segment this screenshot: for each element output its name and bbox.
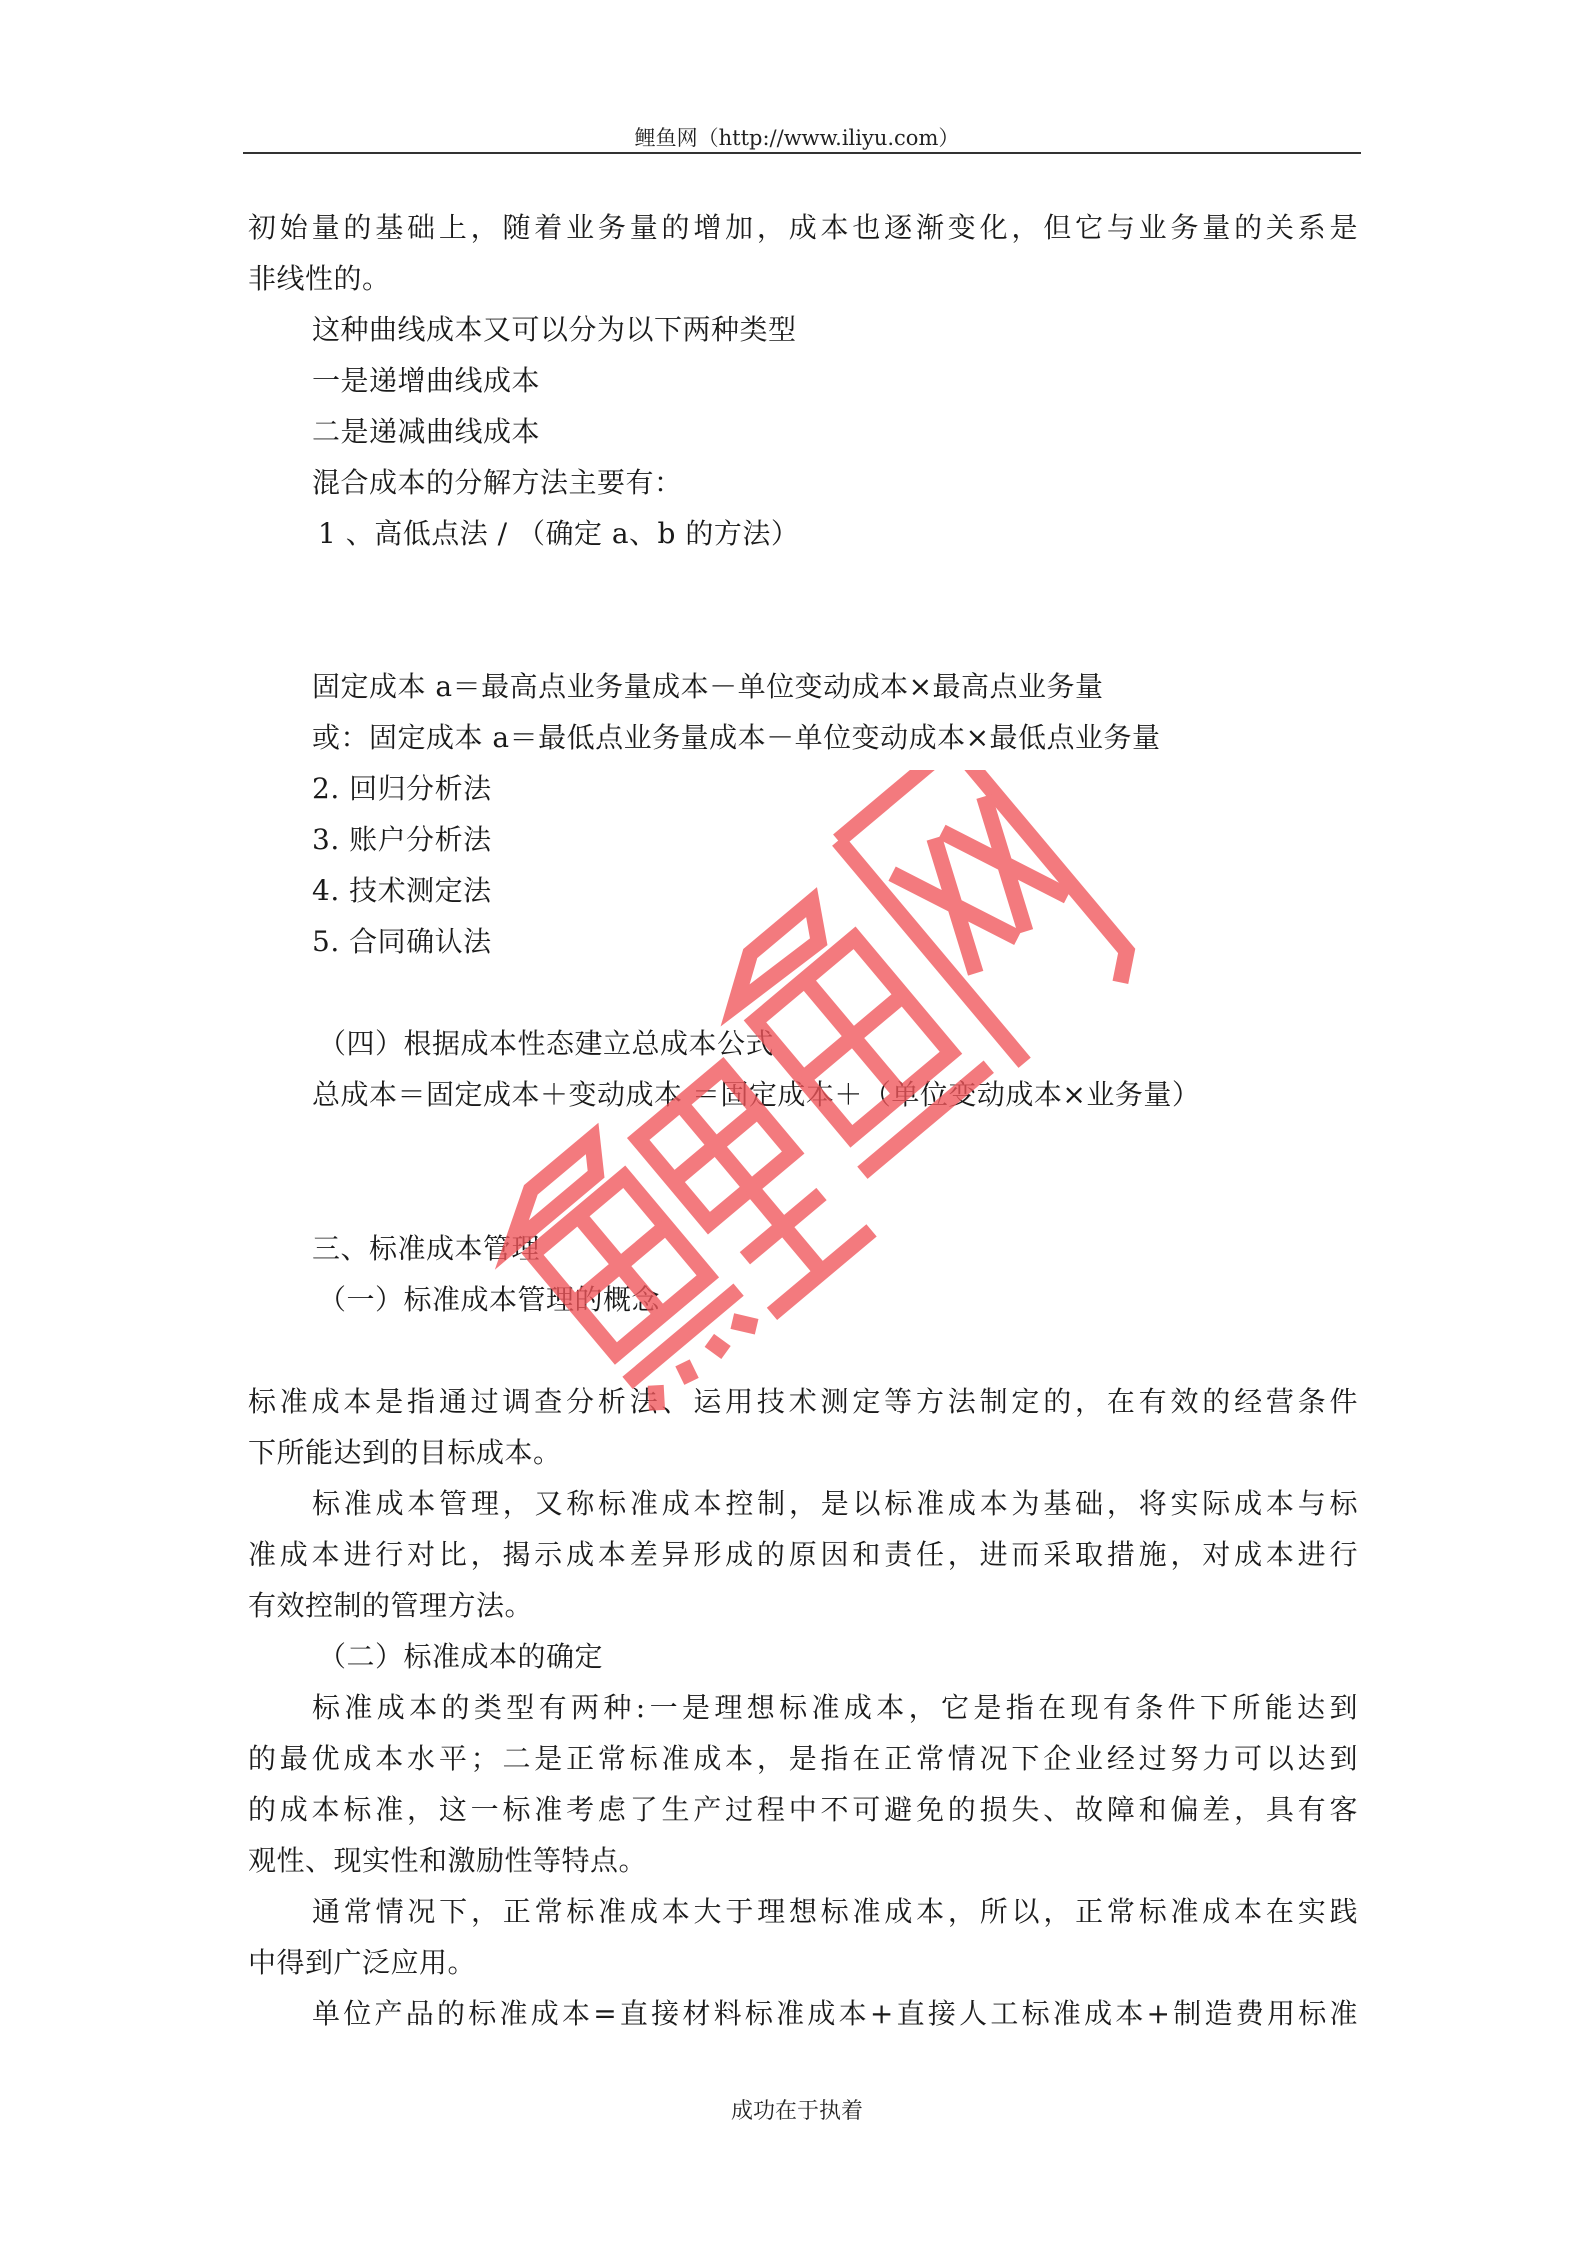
- paragraph-line: 单位产品的标准成本=直接材料标准成本+直接人工标准成本+制造费用标准: [312, 1997, 1358, 2030]
- list-item: 2. 回归分析法: [312, 772, 492, 805]
- formula-line: 总成本＝固定成本＋变动成本 ＝固定成本＋（单位变动成本×业务量）: [312, 1078, 1201, 1111]
- paragraph-line: 混合成本的分解方法主要有：: [312, 466, 683, 499]
- page-header: 鲤鱼网（http://www.iliyu.com）: [634, 126, 960, 150]
- paragraph-line: 的成本标准，这一标准考虑了生产过程中不可避免的损失、故障和偏差，具有客: [248, 1793, 1358, 1826]
- section-heading: 三、标准成本管理: [312, 1232, 541, 1265]
- list-item: 4. 技术测定法: [312, 874, 492, 907]
- paragraph-line: 标准成本管理，又称标准成本控制，是以标准成本为基础，将实际成本与标: [312, 1487, 1358, 1520]
- paragraph-line: 初始量的基础上，随着业务量的增加，成本也逐渐变化，但它与业务量的关系是: [248, 211, 1358, 244]
- list-item: 5. 合同确认法: [312, 925, 492, 958]
- page-footer: 成功在于执着: [730, 2099, 863, 2124]
- subsection-heading: （一）标准成本管理的概念: [318, 1283, 661, 1316]
- formula-line: 固定成本 a＝最高点业务量成本－单位变动成本×最高点业务量: [312, 670, 1104, 703]
- paragraph-line: 准成本进行对比，揭示成本差异形成的原因和责任，进而采取措施，对成本进行: [248, 1538, 1358, 1571]
- watermark-glyph: [838, 770, 1139, 1063]
- list-item: 一是递增曲线成本: [312, 364, 541, 397]
- paragraph-line: 下所能达到的目标成本。: [248, 1436, 562, 1469]
- paragraph-line: 标准成本是指通过调查分析法、运用技术测定等方法制定的，在有效的经营条件: [248, 1385, 1358, 1418]
- formula-line: 或：固定成本 a＝最低点业务量成本－单位变动成本×最低点业务量: [312, 721, 1161, 754]
- paragraph-line: 非线性的。: [248, 262, 391, 295]
- paragraph-line: 标准成本的类型有两种:一是理想标准成本，它是指在现有条件下所能达到: [312, 1691, 1358, 1724]
- paragraph-line: 有效控制的管理方法。: [248, 1589, 534, 1622]
- header-divider: [243, 152, 1361, 154]
- paragraph-line: 中得到广泛应用。: [248, 1946, 477, 1979]
- section-heading: （四）根据成本性态建立总成本公式: [318, 1027, 775, 1060]
- paragraph-line: 通常情况下，正常标准成本大于理想标准成本，所以，正常标准成本在实践: [312, 1895, 1358, 1928]
- paragraph-line: 这种曲线成本又可以分为以下两种类型: [312, 313, 797, 346]
- paragraph-line: 的最优成本水平；二是正常标准成本，是指在正常情况下企业经过努力可以达到: [248, 1742, 1358, 1775]
- method-heading: 1 、高低点法 / （确定 a、b 的方法）: [318, 517, 800, 550]
- subsection-heading: （二）标准成本的确定: [318, 1640, 604, 1673]
- list-item: 3. 账户分析法: [312, 823, 492, 856]
- paragraph-line: 观性、现实性和激励性等特点。: [248, 1844, 648, 1877]
- list-item: 二是递减曲线成本: [312, 415, 541, 448]
